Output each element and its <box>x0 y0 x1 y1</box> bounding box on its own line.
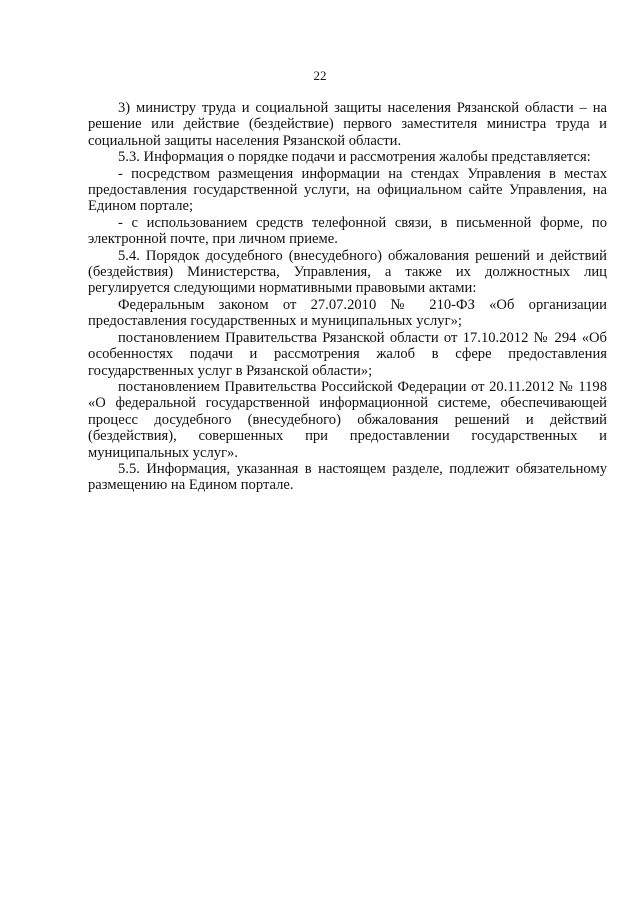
paragraph-5-3-heading: 5.3. Информация о порядке подачи и рассмотрения жалобы представляется: <box>118 149 591 166</box>
paragraph-3-minister-appeal: 3) министру труда и социальной защиты населения Рязанской области – на решение или действие (бездействие) первого заместителя министра труда и социальной защиты населения Рязанской области. <box>88 100 607 149</box>
page-number: 22 <box>313 68 327 83</box>
document-body <box>88 100 607 494</box>
paragraph-5-5: 5.5. Информация, указанная в настоящем разделе, подлежит обязательному размещению на Едином портале. <box>88 460 607 494</box>
paragraph-5-4-federal-resolution: постановлением Правительства Российской Федерации от 20.11.2012 № 1198 «О федеральной государственной информационной системе, обеспечивающей процесс досудебного (внесудебного) обжалования решений и действий (бездействия), совершенных при предоставлении государственных и муниципальных услуг». <box>88 378 607 461</box>
paragraph-5-3-stands: - посредством размещения информации на стендах Управления в местах предоставления государственной услуги, на официальном сайте Управления, на Едином портале; <box>88 165 607 215</box>
paragraph-5-4-heading: 5.4. Порядок досудебного (внесудебного) обжалования решений и действий (бездействия) Министерства, Управления, а также их должностных лиц регулируется следующими нормативными правовыми актами: <box>88 247 607 297</box>
paragraph-5-4-federal-law: Федеральным законом от 27.07.2010 № 210-ФЗ «Об организации предоставления государственных и муниципальных услуг»; <box>88 296 607 330</box>
paragraph-5-4-ryazan-resolution: постановлением Правительства Рязанской области от 17.10.2012 № 294 «Об особенностях подачи и рассмотрения жалоб в сфере предоставления государственных услуг в Рязанской области»; <box>88 329 607 379</box>
paragraph-5-3-communication: - с использованием средств телефонной связи, в письменной форме, по электронной почте, при личном приеме. <box>88 214 607 248</box>
